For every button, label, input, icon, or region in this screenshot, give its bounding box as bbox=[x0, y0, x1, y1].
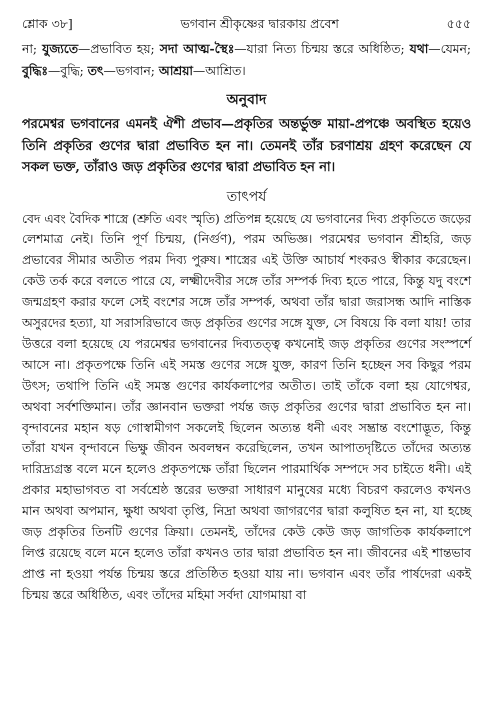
synonym-meaning: —বুদ্ধি; bbox=[47, 64, 88, 78]
synonym-meaning: —যেমন; bbox=[428, 42, 471, 56]
chapter-title: ভগবান শ্রীকৃষ্ণের দ্বারকায় প্রবেশ bbox=[180, 16, 339, 31]
synonym-word: বুদ্ধিঃ bbox=[22, 63, 48, 78]
synonym-word: যুজ্যতে bbox=[42, 41, 78, 56]
page-number: ৫৫৫ bbox=[446, 16, 471, 31]
synonym-meaning: —প্রভাবিত হয়; bbox=[77, 42, 160, 56]
verse-reference: শ্লোক ৩৮] bbox=[22, 16, 73, 31]
synonyms-paragraph bbox=[22, 38, 471, 82]
purport-text: বেদ এবং বৈদিক শাস্ত্রে (শ্রুতি এবং স্মৃতি) প্রতিপন্ন হয়েছে যে ভগবানের দিব্য প্রকৃতিতে জড়ের লেশমাত্র নেই। তিনি পূর্ণ চিন্ময়, (নির্গুণ), পরম অভিজ্ঞ। পরমেশ্বর ভগবান শ্রীহরি, জড় প্রভাবের সীমার অতীত পরম দিব্য পুরুষ। শাস্ত্রের এই উক্তি আচার্য শংকরও স্বীকার করেছেন। কেউ তর্ক করে বলতে পারে যে, লক্ষ্মীদেবীর সঙ্গে তাঁর সম্পর্ক দিব্য হতে পারে, কিন্তু যদু বংশে জন্মগ্রহণ করার ফলে সেই বংশের সঙ্গে তাঁর সম্পর্ক, অথবা তাঁর দ্বারা জরাসন্ধ আদি নাস্তিক অসুরদের হত্যা, যা সরাসরিভাবে জড় প্রকৃতির গুণের সঙ্গে যুক্ত, সে বিষয়ে কি বলা যায়! তার উত্তরে বলা হয়েছে যে পরমেশ্বর ভগবানের দিব্যতত্ত্ব কখনোই জড় প্রকৃতির গুণের সংস্পর্শে আসে না। প্রকৃতপক্ষে তিনি এই সমস্ত গুণের সঙ্গে যুক্ত, কারণ তিনি হচ্ছেন সব কিছুর পরম উৎস; তথাপি তিনি এই সমস্ত গুণের কার্যকলাপের অতীত। তাই তাঁকে বলা হয় যোগেশ্বর, অথবা সর্বশক্তিমান। তাঁর জ্ঞানবান ভক্তরা পর্যন্ত জড় প্রকৃতির গুণের দ্বারা প্রভাবিত হন না। বৃন্দাবনের মহান ষড় গোস্বামীগণ সকলেই ছিলেন অত্যন্ত ধনী এবং সম্ভ্রান্ত বংশোদ্ভূত, কিন্তু তাঁরা যখন বৃন্দাবনে ভিক্ষু জীবন অবলম্বন করেছিলেন, তখন আপাতদৃষ্টিতে তাঁদের অত্যন্ত দারিদ্র্যগ্রস্ত বলে মনে হলেও প্রকৃতপক্ষে তাঁরা ছিলেন পারমার্থিক সম্পদে সব চাইতে ধনী। এই প্রকার মহাভাগবত বা সর্বশ্রেষ্ঠ স্তরের ভক্তরা সাধারণ মানুষের মধ্যে বিচরণ করলেও কখনও মান অথবা অপমান, ক্ষুধা অথবা তৃপ্তি, নিদ্রা অথবা জাগরণের দ্বারা কলুষিত হন না, যা হচ্ছে জড় প্রকৃতির তিনটি গুণের ক্রিয়া। তেমনই, তাঁদের কেউ কেউ জড় জাগতিক কার্যকলাপে লিপ্ত রয়েছে বলে মনে হলেও তাঁরা কখনও তার দ্বারা প্রভাবিত হন না। জীবনের এই শান্তভাব প্রাপ্ত না হওয়া পর্যন্ত চিন্ময় স্তরে প্রতিষ্ঠিত হওয়া যায় না। ভগবান এবং তাঁর পার্ষদেরা একই চিন্ময় স্তরে অধিষ্ঠিত, এবং তাঁদের মহিমা সর্বদা যোগমায়া বা bbox=[22, 211, 471, 602]
synonym-word: তৎ bbox=[87, 63, 104, 78]
synonym-word: যথা bbox=[409, 41, 429, 56]
synonym-meaning: —যারা নিত্য চিন্ময় স্তরে অধিষ্ঠিত; bbox=[234, 42, 410, 56]
synonym-word: আশ্রয়া bbox=[158, 63, 193, 78]
synonym-word: সদা আত্ম-স্থৈঃ bbox=[159, 41, 235, 56]
translation-text: পরমেশ্বর ভগবানের এমনই ঐশী প্রভাব—প্রকৃতির অন্তর্ভুক্ত মায়া-প্রপঞ্চে অবস্থিত হয়েও তিনি প্রকৃতির গুণের দ্বারা প্রভাবিত হন না। তেমনই তাঁর চরণাশ্রয় গ্রহণ করেছেন যে সকল ভক্ত, তাঁরাও জড় প্রকৃতির গুণের দ্বারা প্রভাবিত হন না। bbox=[22, 117, 471, 175]
translation-heading: অনুবাদ bbox=[226, 92, 267, 108]
page-header bbox=[22, 14, 471, 34]
synonym-meaning: —আশ্রিত। bbox=[192, 64, 246, 78]
purport-heading: তাৎপর্য bbox=[226, 188, 267, 205]
synonym-meaning: —ভগবান; bbox=[103, 64, 159, 78]
synonym-meaning: না; bbox=[22, 42, 43, 56]
